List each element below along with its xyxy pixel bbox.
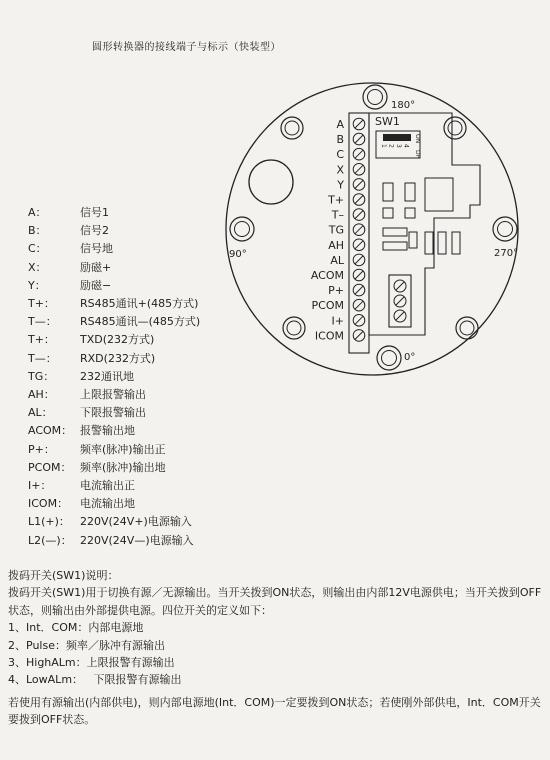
legend-code: AL： xyxy=(28,406,53,420)
legend-code: T+： xyxy=(28,297,55,310)
terminal-label: AH xyxy=(328,238,344,252)
terminal-label: A xyxy=(336,118,344,131)
legend-code: TG： xyxy=(28,369,55,383)
legend-code: I+： xyxy=(28,479,52,492)
legend-code: AH： xyxy=(28,388,55,401)
legend-description: RS485通讯—(485方式) xyxy=(80,315,201,329)
terminal-screw xyxy=(353,148,365,160)
legend-code: ICOM： xyxy=(28,497,69,511)
legend-description: 频率(脉冲)输出正 xyxy=(80,442,166,456)
screw-hole-right xyxy=(493,217,517,241)
screw-hole-bottom-left xyxy=(283,317,305,339)
legend-description: TXD(232方式) xyxy=(80,333,155,347)
terminal-strip xyxy=(349,113,369,353)
dip-on-label: ON xyxy=(414,134,421,144)
dip-position-label: 4 xyxy=(402,144,410,148)
terminal-label: ACOM xyxy=(310,269,344,282)
screw-hole-top-left xyxy=(281,117,303,139)
screw-hole-bottom-right xyxy=(456,317,478,339)
angle-label-90: 90° xyxy=(229,249,247,260)
legend-description: 232通讯地 xyxy=(80,369,134,383)
legend-code: L2(—)： xyxy=(28,533,72,547)
terminal-screw xyxy=(353,315,365,327)
notes-item-2: 2、Pulse：频率／脉冲有源输出 xyxy=(8,638,165,652)
dip-switch-notes xyxy=(8,567,543,729)
dip-positions xyxy=(380,144,410,148)
legend-description: 上限报警输出 xyxy=(80,388,146,401)
legend-code: B： xyxy=(28,224,47,238)
screw-hole-bottom xyxy=(377,346,401,370)
notes-footer: 若使用有源输出(内部供电)，则内部电源地(Int．COM)一定要拨到ON状态；若使刚外部供电，Int．COM开关要拨到OFF状态。 xyxy=(8,695,541,727)
terminal-label: ICOM xyxy=(314,329,344,343)
legend-description: 信号地 xyxy=(80,242,113,256)
legend-code: ACOM： xyxy=(28,424,73,438)
terminal-screw xyxy=(353,224,365,236)
sw1-label: SW1 xyxy=(375,115,400,128)
terminal-label: TG xyxy=(328,223,344,237)
dip-switch-levers xyxy=(383,134,411,141)
terminal-labels xyxy=(311,118,345,342)
housing-outline xyxy=(226,83,518,375)
power-terminal-screw-3 xyxy=(394,310,406,322)
legend-description: 电流输出地 xyxy=(80,497,135,511)
screw-hole-top xyxy=(363,85,387,109)
terminal-label: C xyxy=(336,148,344,162)
angle-label-180: 180° xyxy=(391,100,416,111)
component-relay-4 xyxy=(405,208,415,218)
angle-label-0: 0° xyxy=(404,352,416,363)
screw-hole-left xyxy=(230,217,254,241)
legend-description: 频率(脉冲)输出地 xyxy=(80,460,166,474)
component-capacitor-2 xyxy=(425,232,433,254)
notes-item-4: 4、LowALm： 下限报警有源输出 xyxy=(8,673,182,687)
legend-code: L1(+)： xyxy=(28,515,70,529)
terminal-screw xyxy=(353,118,365,130)
power-terminal-screw-l1 xyxy=(394,280,406,292)
terminal-screw xyxy=(353,239,365,251)
legend-description: 220V(24V+)电源输入 xyxy=(80,515,192,529)
terminal-screw xyxy=(353,299,365,311)
terminal-screw xyxy=(353,269,365,281)
terminal-screw xyxy=(353,194,365,206)
legend-description: 励磁+ xyxy=(80,260,112,274)
terminal-label: I+ xyxy=(331,314,344,328)
legend-description: 励磁− xyxy=(80,278,112,292)
component-resistor-1 xyxy=(383,228,407,236)
legend-description: 报警输出地 xyxy=(80,424,135,438)
screw-hole-top-right xyxy=(444,117,466,139)
legend-description: RS485通讯+(485方式) xyxy=(80,297,199,310)
component-capacitor-3 xyxy=(438,232,446,254)
dip-position-label: 1 xyxy=(380,144,387,148)
component-capacitor-1 xyxy=(409,232,417,248)
component-ic xyxy=(425,178,453,211)
legend-code: T—： xyxy=(28,351,57,365)
terminal-screw xyxy=(353,164,365,176)
legend-code: T+： xyxy=(28,333,55,347)
component-relay-2 xyxy=(405,183,415,201)
legend-code: C： xyxy=(28,242,47,256)
component-relay-3 xyxy=(383,208,393,218)
terminal-screw xyxy=(353,254,365,266)
terminal-screw xyxy=(353,179,365,191)
legend-code: P+： xyxy=(28,442,55,456)
legend-description: 电流输出正 xyxy=(80,479,135,492)
angle-label-270: 270° xyxy=(494,248,519,259)
notes-heading: 拨码开关(SW1)说明： xyxy=(8,569,119,582)
legend-description: RXD(232方式) xyxy=(80,351,156,365)
terminal-label: PCOM xyxy=(311,299,344,313)
legend-code: Y： xyxy=(28,278,46,292)
notes-item-3: 3、HighALm：上限报警有源输出 xyxy=(8,656,175,670)
legend-code: T—： xyxy=(28,315,57,329)
terminal-label: T+ xyxy=(328,193,344,207)
terminal-screws xyxy=(353,118,365,341)
component-capacitor-4 xyxy=(452,232,460,254)
terminal-label: AL xyxy=(330,253,344,267)
notes-item-1: 1、Int．COM：内部电源地 xyxy=(8,621,144,635)
dip-dp-label: DP xyxy=(414,150,421,159)
component-relay-1 xyxy=(383,183,393,201)
legend-description: 下限报警输出 xyxy=(80,406,146,420)
legend-code: PCOM： xyxy=(28,460,72,474)
terminal-label: P+ xyxy=(328,284,344,298)
terminal-label: Y xyxy=(337,178,344,192)
terminal-screw xyxy=(353,284,365,296)
terminal-screw xyxy=(353,133,365,145)
legend-description: 信号1 xyxy=(80,206,109,219)
page-title: 圆形转换器的接线端子与标示（快装型） xyxy=(92,42,281,53)
terminal-screw xyxy=(353,209,365,221)
power-terminal-screw-l2 xyxy=(394,295,406,307)
dip-position-label: 3 xyxy=(395,144,402,148)
legend-code: A： xyxy=(28,206,47,219)
cable-hole xyxy=(249,160,293,204)
component-resistor-2 xyxy=(383,242,407,250)
dip-position-label: 2 xyxy=(387,144,395,148)
legend-code: X： xyxy=(28,260,47,274)
legend-description: 信号2 xyxy=(80,224,109,238)
legend-description: 220V(24V—)电源输入 xyxy=(80,533,194,547)
terminal-label: T– xyxy=(331,208,344,222)
notes-intro: 拨码开关(SW1)用于切换有源／无源输出。当开关拨到ON状态，则输出由内部12V电源供电；当开关拨到OFF状态，则输出由外部提供电源。四位开关的定义如下： xyxy=(8,586,542,617)
terminal-screw xyxy=(353,330,365,342)
terminal-label: X xyxy=(336,163,344,177)
terminal-label: B xyxy=(336,133,344,147)
